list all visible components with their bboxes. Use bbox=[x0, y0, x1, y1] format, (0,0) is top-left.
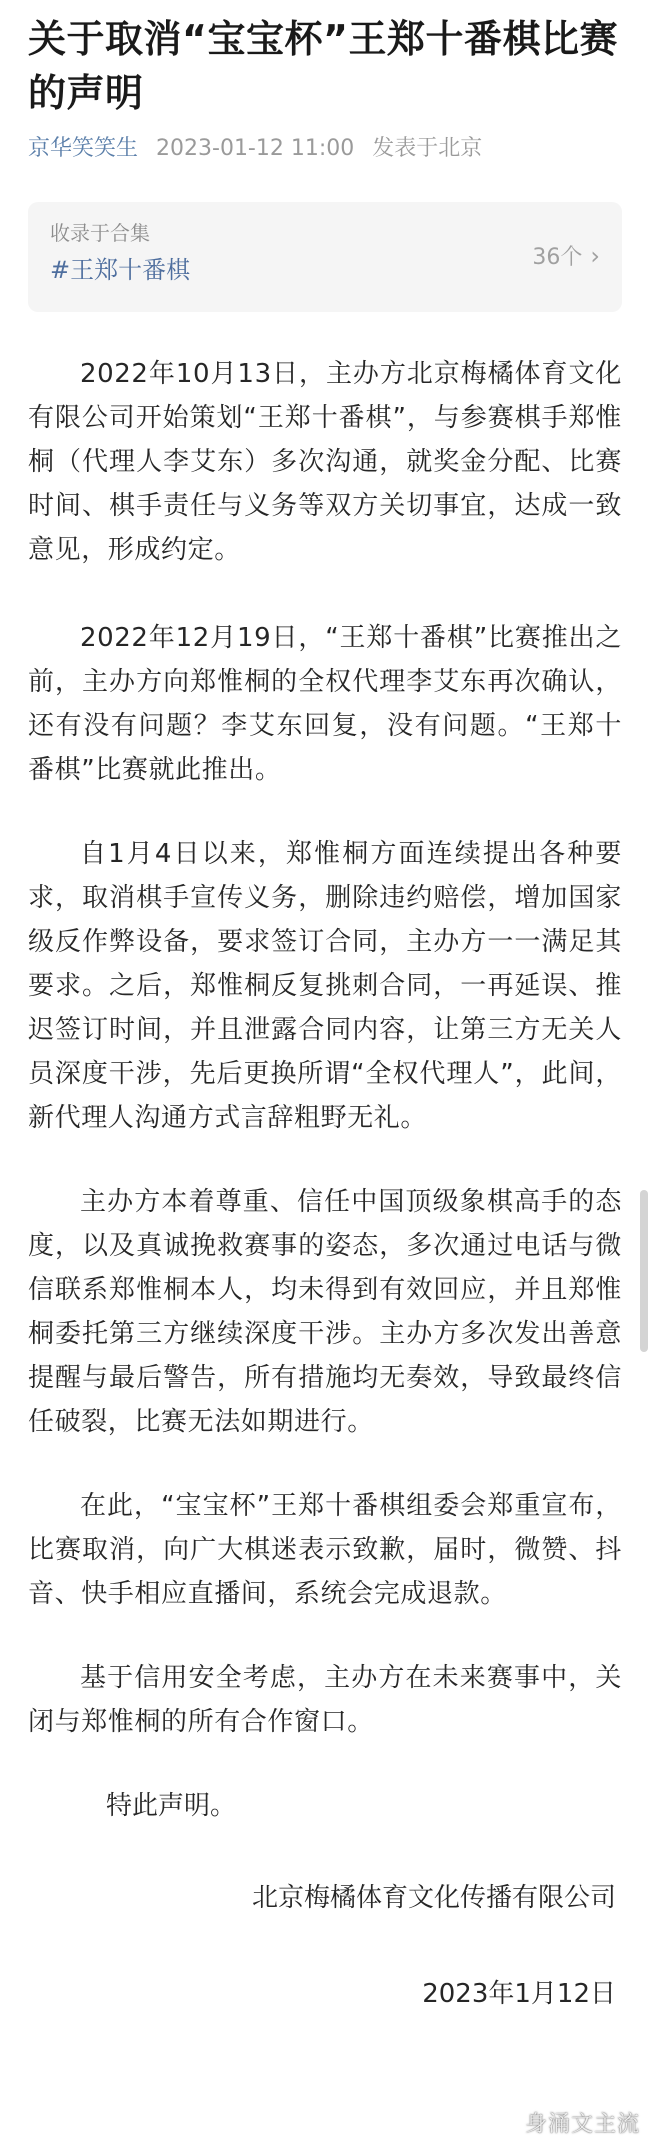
watermark: 身涌文主流 bbox=[524, 2112, 640, 2137]
paragraph-1: 2022年10月13日，主办方北京梅橘体育文化有限公司开始策划“王郑十番棋”，与参赛棋手郑惟桐（代理人李艾东）多次沟通，就奖金分配、比赛时间、棋手责任与义务等双方关切事宜，达成一致意见，形成约定。 bbox=[28, 359, 622, 565]
statement-date: 2023年1月12日 bbox=[422, 1979, 616, 2009]
paragraph-4: 主办方本着尊重、信任中国顶级象棋高手的态度，以及真诚挽救赛事的姿态，多次通过电话与微信联系郑惟桐本人，均未得到有效回应，并且郑惟桐委托第三方继续深度干涉。主办方多次发出善意提醒与最后警告，所有措施均无奏效，导致最终信任破裂，比赛无法如期进行。 bbox=[28, 1187, 622, 1437]
paragraph-3: 自1月4日以来，郑惟桐方面连续提出各种要求，取消棋手宣传义务，删除违约赔偿，增加国家级反作弊设备，要求签订合同，主办方一一满足其要求。之后，郑惟桐反复挑刺合同，一再延误、推迟签订时间，并且泄露合同内容，让第三方无关人员深度干涉，先后更换所谓“全权代理人”，此间，新代理人沟通方式言辞粗野无礼。 bbox=[28, 839, 622, 1133]
paragraph-5: 在此，“宝宝杯”王郑十番棋组委会郑重宣布，比赛取消，向广大棋迷表示致歉，届时，微赞、抖音、快手相应直播间，系统会完成退款。 bbox=[28, 1491, 622, 1609]
collection-count-text: 36个 bbox=[532, 245, 583, 270]
article-body bbox=[28, 352, 622, 2016]
author-link[interactable]: 京华笑笑生 bbox=[28, 136, 139, 161]
chevron-right-icon: › bbox=[590, 241, 600, 270]
collection-label: 收录于合集 bbox=[50, 221, 150, 245]
publish-location: 发表于北京 bbox=[372, 136, 483, 161]
collection-card[interactable] bbox=[28, 202, 622, 312]
collection-tag[interactable]: #王郑十番棋 bbox=[50, 256, 191, 284]
article-meta bbox=[28, 134, 622, 164]
collection-count[interactable] bbox=[532, 240, 600, 271]
scrollbar[interactable] bbox=[640, 1190, 648, 1352]
article-title: 关于取消“宝宝杯”王郑十番棋比赛的声明 bbox=[28, 17, 618, 115]
signature: 北京梅橘体育文化传播有限公司 bbox=[251, 1883, 616, 1913]
publish-time: 2023-01-12 11:00 bbox=[156, 136, 355, 161]
paragraph-6: 基于信用安全考虑，主办方在未来赛事中，关闭与郑惟桐的所有合作窗口。 bbox=[28, 1663, 622, 1737]
closing-statement: 特此声明。 bbox=[106, 1791, 237, 1821]
paragraph-2: 2022年12月19日，“王郑十番棋”比赛推出之前，主办方向郑惟桐的全权代理李艾东再次确认，还有没有问题？李艾东回复，没有问题。“王郑十番棋”比赛就此推出。 bbox=[28, 623, 622, 785]
